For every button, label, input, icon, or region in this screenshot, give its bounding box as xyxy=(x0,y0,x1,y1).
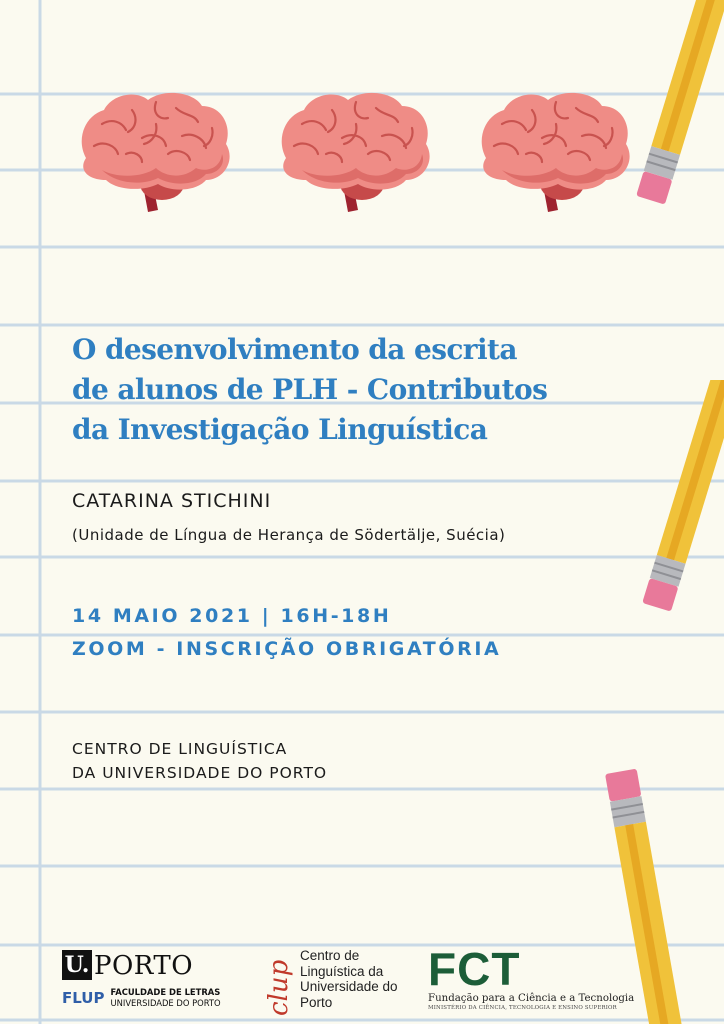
title-line-1: O desenvolvimento da escrita xyxy=(72,333,517,366)
clup-mark: clup xyxy=(264,959,294,1016)
clup-line-2: Linguística da xyxy=(300,963,384,979)
sponsor-logos xyxy=(0,940,724,1024)
fct-logo xyxy=(428,943,635,1022)
uporto-flup-logo xyxy=(62,950,252,1024)
flup-university: UNIVERSIDADE DO PORTO xyxy=(110,998,221,1008)
event-location: ZOOM - INSCRIÇÃO OBRIGATÓRIA xyxy=(72,638,502,660)
flup-faculty: FACULDADE DE LETRAS xyxy=(110,987,221,997)
flup-acronym: FLUP xyxy=(62,989,105,1007)
clup-line-4: Porto xyxy=(300,994,333,1010)
fct-letters: FCT xyxy=(428,943,521,995)
organizer xyxy=(72,737,327,785)
pencil-illustration-middle xyxy=(640,380,724,620)
speaker-affiliation: (Unidade de Língua de Herança de Södertälje, Suécia) xyxy=(72,526,506,544)
fct-name: Fundação para a Ciência e a Tecnologia xyxy=(428,993,635,1004)
pencil-illustration-top xyxy=(630,0,724,220)
uporto-name: PORTO xyxy=(94,951,194,981)
event-datetime: 14 MAIO 2021 | 16H-18H xyxy=(72,605,392,627)
clup-line-1: Centro de xyxy=(300,948,360,963)
speaker-name: CATARINA STICHINI xyxy=(72,490,272,512)
title-line-3: da Investigação Linguística xyxy=(72,413,488,446)
organizer-line-1: CENTRO DE LINGUÍSTICA xyxy=(72,740,288,758)
fct-ministry: MINISTÉRIO DA CIÊNCIA, TECNOLOGIA E ENSINO SUPERIOR xyxy=(428,1005,617,1011)
organizer-line-2: DA UNIVERSIDADE DO PORTO xyxy=(72,764,328,782)
clup-line-3: Universidade do xyxy=(300,979,398,994)
event-details xyxy=(72,600,501,666)
uporto-mark: U. xyxy=(62,950,92,980)
title-line-2: de alunos de PLH - Contributos xyxy=(72,373,548,406)
lecture-title xyxy=(72,330,632,450)
brain-illustrations xyxy=(0,0,724,240)
clup-logo xyxy=(258,942,408,1022)
